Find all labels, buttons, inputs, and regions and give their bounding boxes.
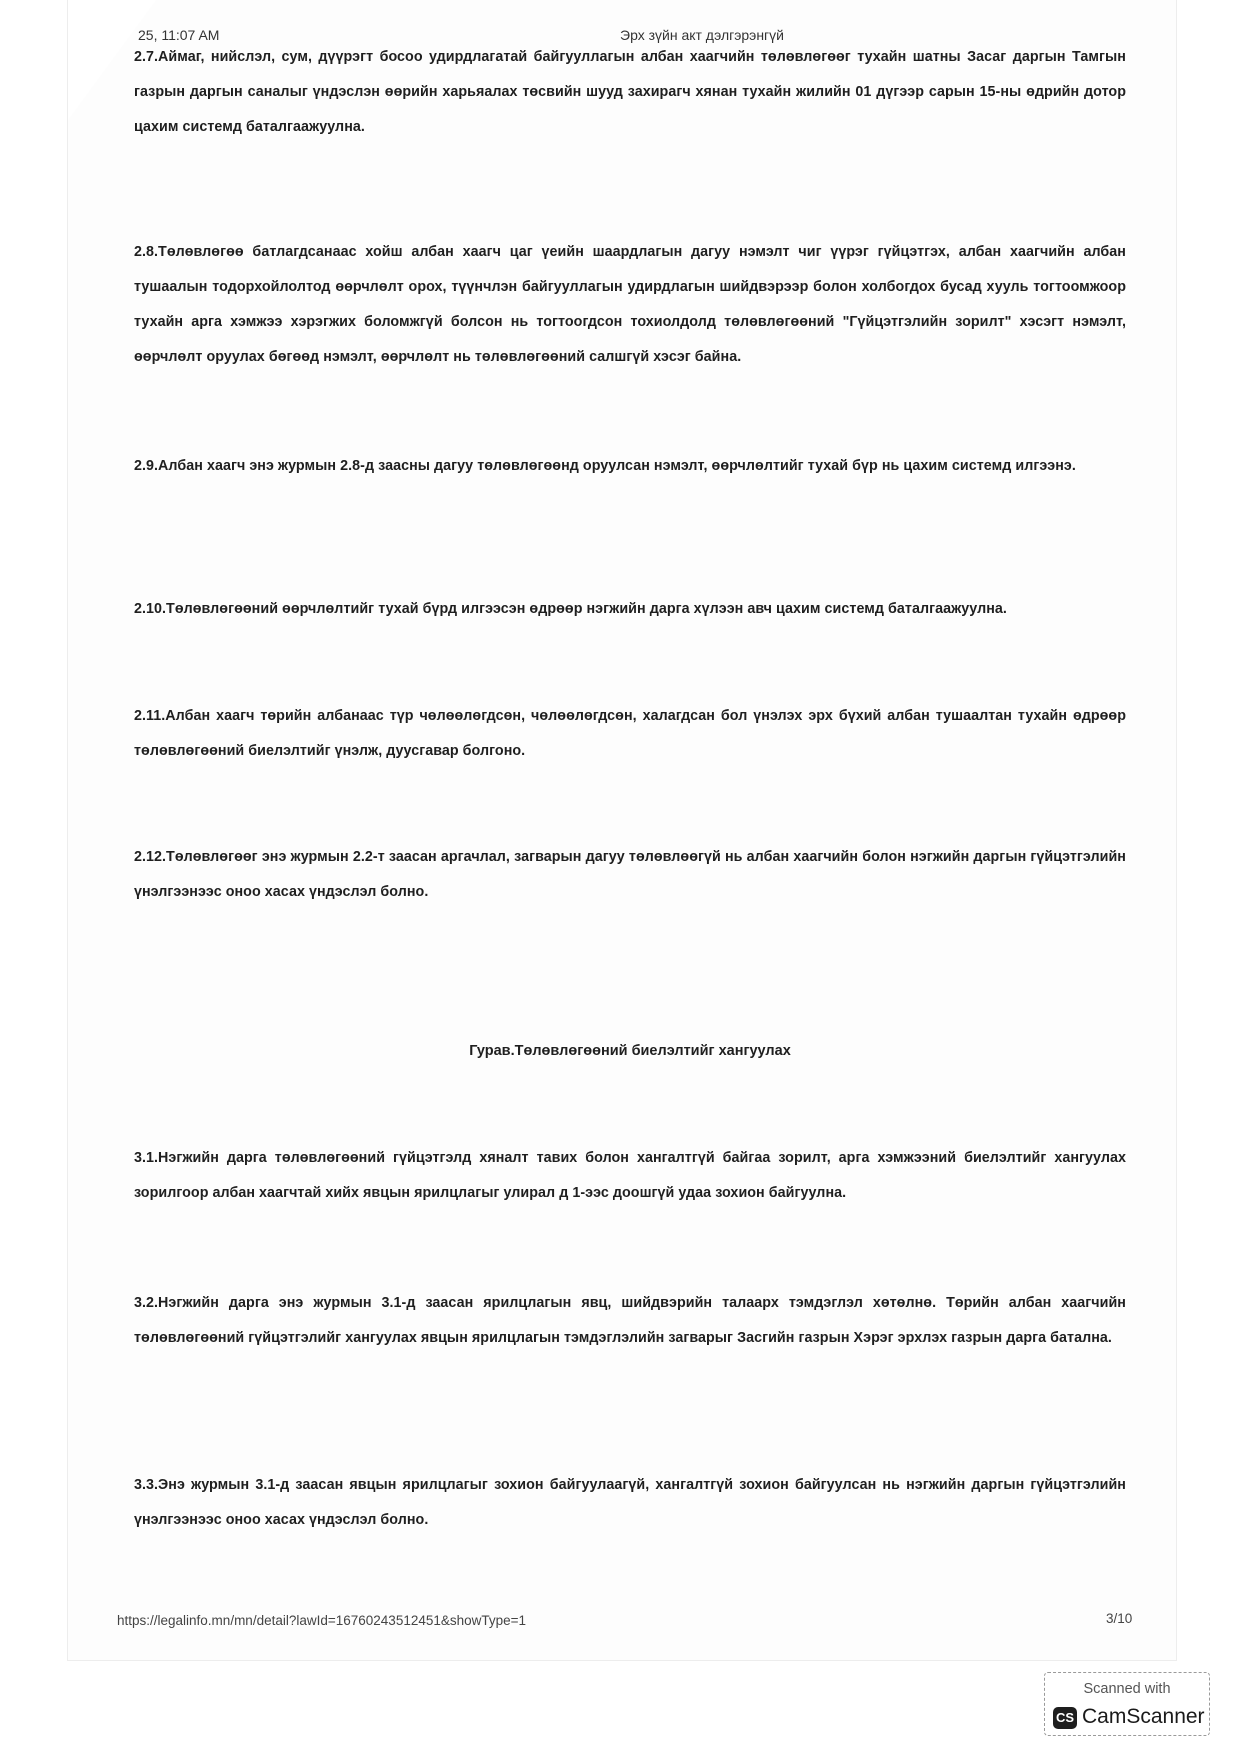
watermark-caption: Scanned with: [1083, 1681, 1171, 1697]
header-title: Эрх зүйн акт дэлгэрэнгүй: [620, 27, 784, 43]
paragraph-2-10: 2.10.Төлөвлөгөөний өөрчлөлтийг тухай бүрд илгээсэн өдрөөр нэгжийн дарга хүлээн авч цахим системд баталгаажуулна.: [134, 601, 1007, 617]
camscanner-logo-icon: CS: [1053, 1707, 1077, 1729]
footer-url[interactable]: https://legalinfo.mn/mn/detail?lawId=16760243512451&showType=1: [117, 1613, 527, 1628]
camscanner-watermark: [1044, 1672, 1210, 1736]
header-time: 25, 11:07 AM: [138, 27, 220, 43]
paragraph-3-2: 3.2.Нэгжийн дарга энэ журмын 3.1-д заасан ярилцлагын явц, шийдвэрийн талаарх тэмдэглэл хөтөлнө. Төрийн албан хаагчийн төлөвлөгөөний гүйцэтгэлийг хангуулах явцын ярилцлагын тэмдэглэлийн загварыг Засгийн газрын Хэрэг эрхлэх газрын дарга батална.: [134, 1295, 1126, 1346]
page-number: 3/10: [1106, 1611, 1133, 1626]
paragraph-2-12: 2.12.Төлөвлөгөөг энэ журмын 2.2-т заасан аргачлал, загварын дагуу төлөвлөөгүй нь албан хаагчийн болон нэгжийн даргын гүйцэтгэлийн үнэлгээнээс оноо хасах үндэслэл болно.: [134, 849, 1126, 900]
paragraph-3-3: 3.3.Энэ журмын 3.1-д заасан явцын ярилцлагыг зохион байгуулаагүй, хангалтгүй зохион байгуулсан нь нэгжийн даргын гүйцэтгэлийн үнэлгээнээс оноо хасах үндэслэл болно.: [134, 1477, 1126, 1528]
paragraph-2-7: 2.7.Аймаг, нийслэл, сум, дүүрэгт босоо удирдлагатай байгууллагын албан хаагчийн төлөвлөгөөг тухайн шатны Засаг даргын Тамгын газрын даргын саналыг үндэслэн өөрийн харьяалах төсвийн шууд захирагч хянан тухайн жилийн 01 дүгээр сарын 15-ны өдрийн дотор цахим системд баталгаажуулна.: [134, 49, 1126, 135]
section-heading: Гурав.Төлөвлөгөөний биелэлтийг хангуулах: [469, 1043, 791, 1059]
watermark-brand: CamScanner: [1082, 1705, 1205, 1728]
paragraph-2-8: 2.8.Төлөвлөгөө батлагдсанаас хойш албан хаагч цаг үеийн шаардлагын дагуу нэмэлт чиг үүрэг гүйцэтгэх, албан хаагчийн албан тушаалын тодорхойлолтод өөрчлөлт орох, түүнчлэн байгууллагын удирдлагын шийдвэрээр болон холбогдох бусад хууль тогтоомжоор тухайн арга хэмжээ хэрэгжих боломжгүй болсон нь тогтоогдсон тохиолдолд төлөвлөгөөний "Гүйцэтгэлийн зорилт" хэсэгт нэмэлт, өөрчлөлт оруулах бөгөөд нэмэлт, өөрчлөлт нь төлөвлөгөөний салшгүй хэсэг байна.: [134, 244, 1126, 365]
paragraph-2-11: 2.11.Албан хаагч төрийн албанаас түр чөлөөлөгдсөн, чөлөөлөгдсөн, халагдсан бол үнэлэх эрх бүхий албан тушаалтан тухайн өдрөөр төлөвлөгөөний биелэлтийг үнэлж, дуусгавар болгоно.: [134, 708, 1126, 759]
paragraph-2-9: 2.9.Албан хаагч энэ журмын 2.8-д заасны дагуу төлөвлөгөөнд оруулсан нэмэлт, өөрчлөлтийг тухай бүр нь цахим системд илгээнэ.: [134, 458, 1076, 474]
paragraph-3-1: 3.1.Нэгжийн дарга төлөвлөгөөний гүйцэтгэлд хяналт тавих болон хангалтгүй байгаа зорилт, арга хэмжээний биелэлтийг хангуулах зорилгоор албан хаагчтай хийх явцын ярилцлагыг улирал д 1-ээс доошгүй удаа зохион байгуулна.: [134, 1150, 1126, 1201]
